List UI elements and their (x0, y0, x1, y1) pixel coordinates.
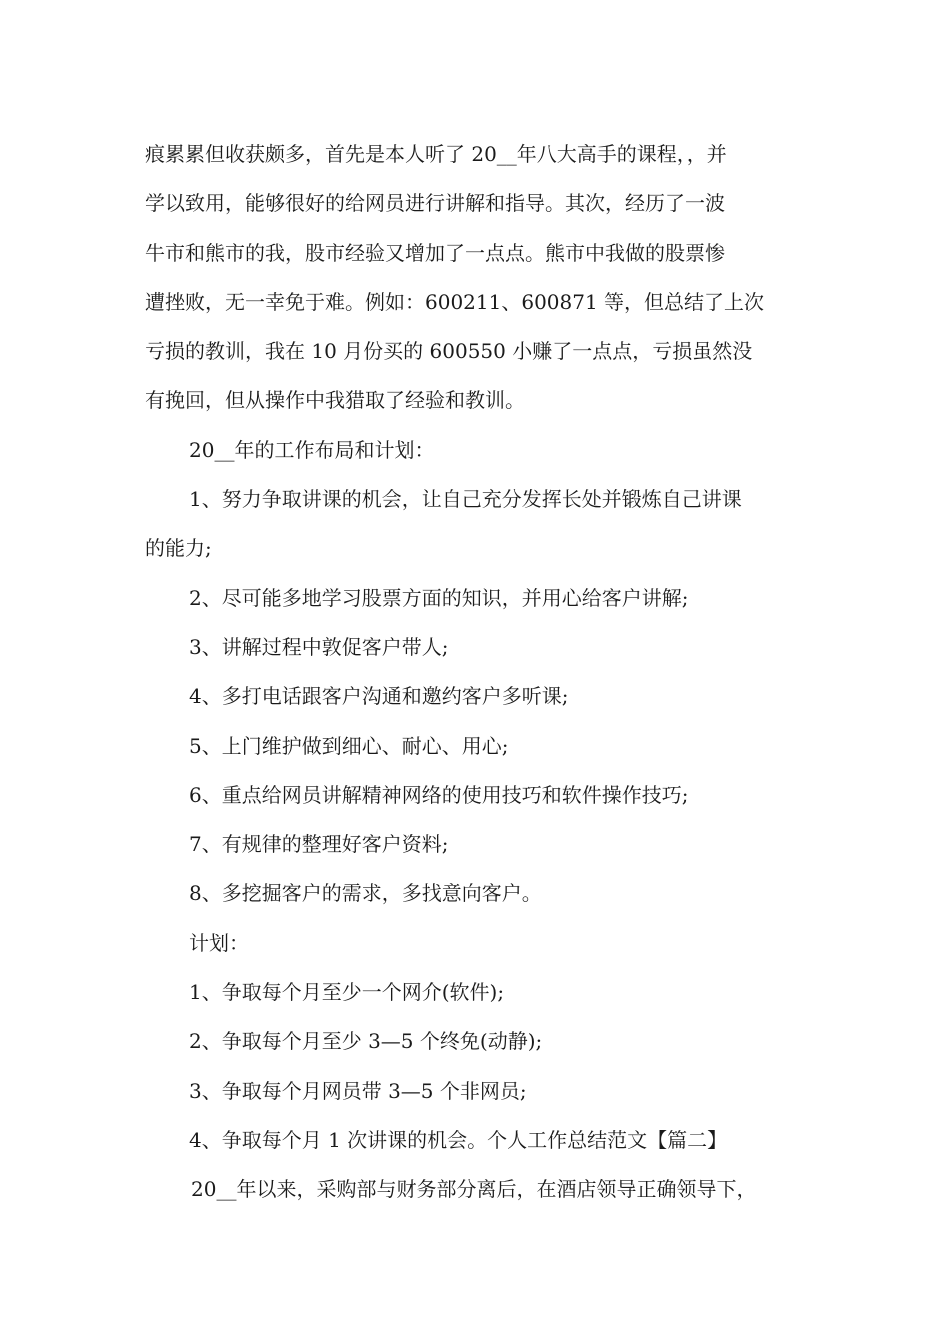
paragraph-line: 有挽回，但从操作中我猎取了经验和教训。 (145, 388, 525, 413)
list-item: 2、争取每个月至少 3—5 个终免(动静); (189, 1029, 543, 1054)
section-heading: 20__年的工作布局和计划： (189, 437, 435, 462)
list-item: 6、重点给网员讲解精神网络的使用技巧和软件操作技巧; (189, 782, 689, 807)
list-item: 4、多打电话跟客户沟通和邀约客户多听课; (189, 684, 569, 709)
paragraph-line: 学以致用，能够很好的给网员进行讲解和指导。其次，经历了一波 (145, 191, 725, 216)
paragraph-line: 20__年以来，采购部与财务部分离后，在酒店领导正确领导下， (191, 1177, 757, 1202)
paragraph-line: 牛市和熊市的我，股市经验又增加了一点点。熊市中我做的股票惨 (145, 240, 725, 265)
list-item: 4、争取每个月 1 次讲课的机会。个人工作总结范文【篇二】 (189, 1127, 728, 1152)
list-item: 3、争取每个月网员带 3—5 个非网员; (189, 1078, 527, 1103)
list-item: 3、讲解过程中敦促客户带人; (189, 634, 449, 659)
list-item: 5、上门维护做到细心、耐心、用心; (189, 733, 509, 758)
list-item: 1、努力争取讲课的机会，让自己充分发挥长处并锻炼自己讲课 (189, 487, 742, 512)
list-item: 2、尽可能多地学习股票方面的知识，并用心给客户讲解; (189, 585, 689, 610)
list-item: 1、争取每个月至少一个网介(软件); (189, 980, 505, 1005)
paragraph-line: 痕累累但收获颇多，首先是本人听了 20__年八大高手的课程，，并 (145, 142, 727, 166)
section-heading: 计划： (189, 930, 249, 955)
list-item: 8、多挖掘客户的需求，多找意向客户。 (189, 881, 542, 906)
paragraph-line: 遭挫败，无一幸免于难。例如：600211、600871 等，但总结了上次 (145, 289, 765, 314)
list-item: 7、有规律的整理好客户资料; (189, 832, 449, 857)
list-item-continuation: 的能力; (145, 536, 212, 561)
paragraph-line: 亏损的教训，我在 10 月份买的 600550 小赚了一点点，亏损虽然没 (145, 339, 753, 364)
document-body (145, 130, 810, 1215)
